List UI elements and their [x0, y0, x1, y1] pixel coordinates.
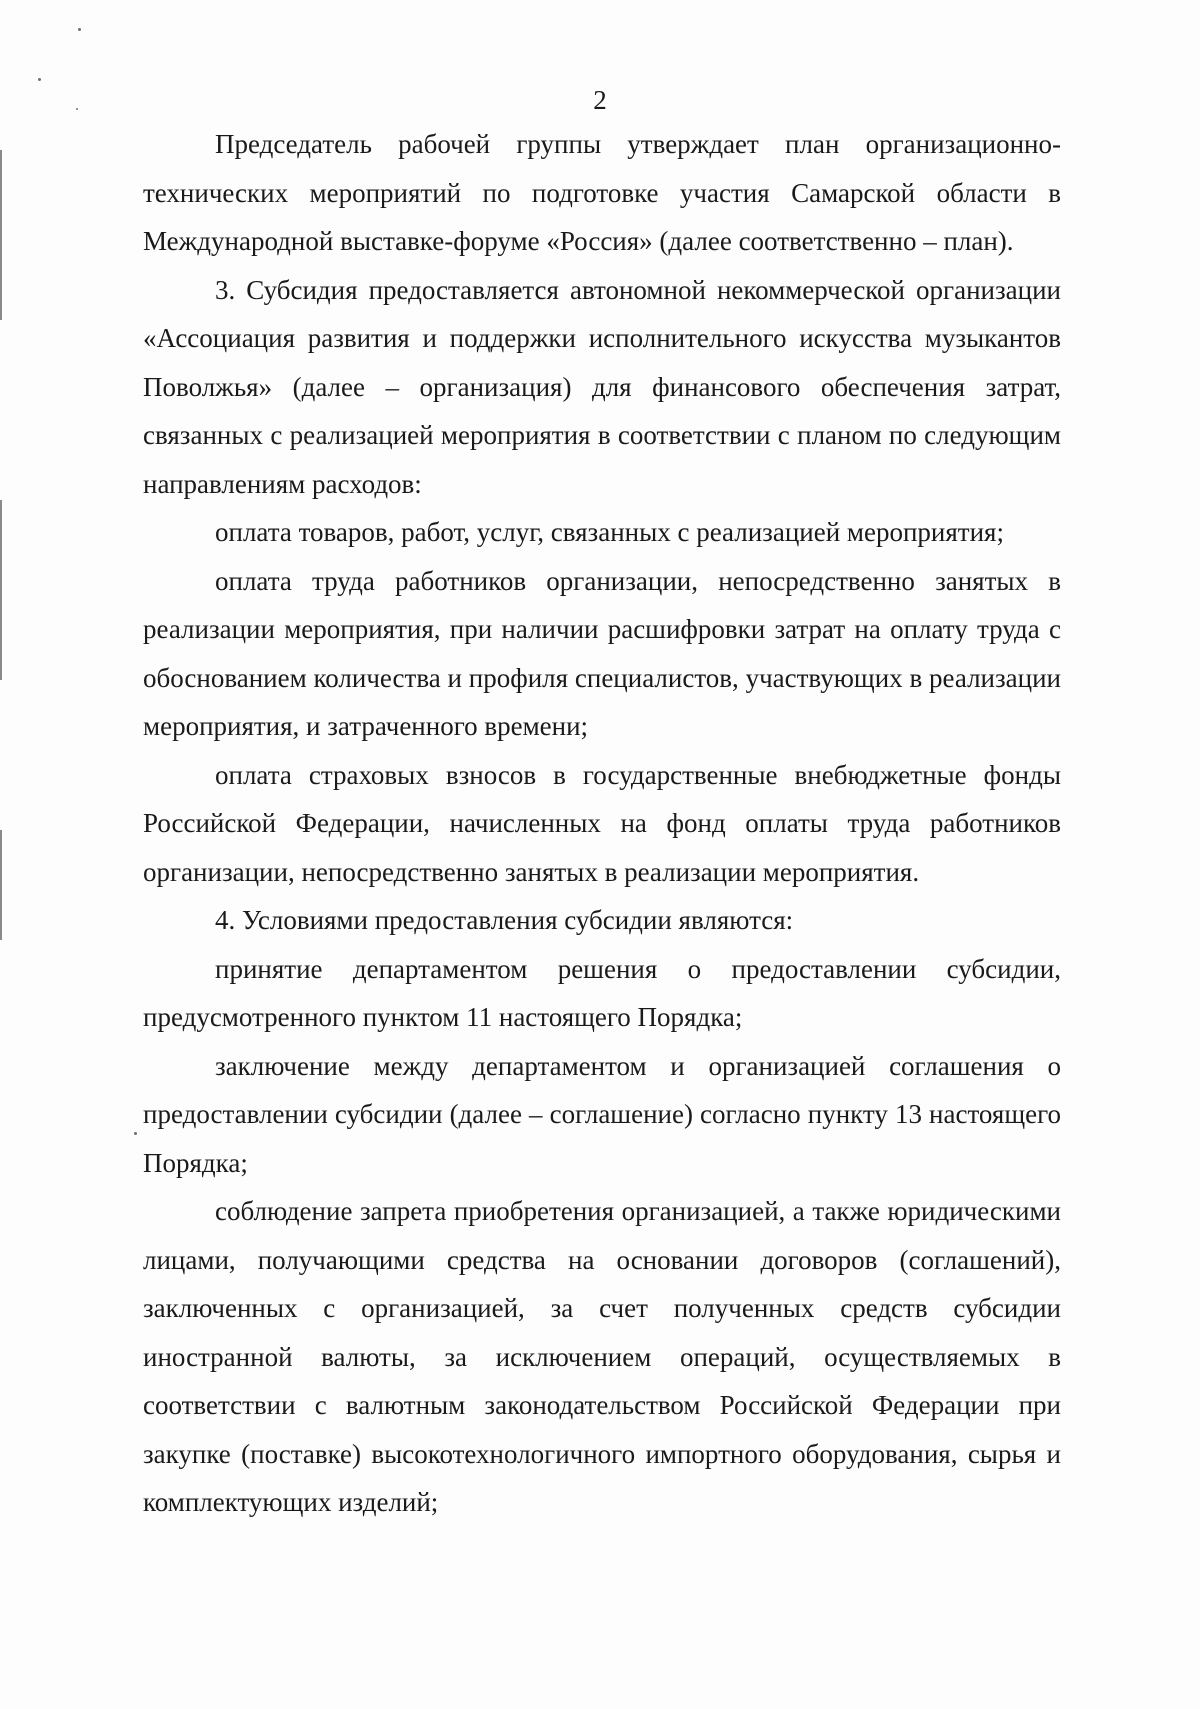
scan-dot: [134, 1132, 137, 1135]
scan-edge-mark: [0, 500, 2, 680]
paragraph: принятие департаментом решения о предоставлении субсидии, предусмотренного пунктом 11 настоящего Порядка;: [143, 953, 1061, 1032]
paragraph: 4. Условиями предоставления субсидии являются:: [215, 905, 794, 935]
paragraph: оплата труда работников организации, непосредственно занятых в реализации мероприятия, при наличии расшифровки затрат на оплату труда с обоснованием количества и профиля специалистов, участвующих в реализации мероприятия, и затраченного времени;: [143, 565, 1061, 741]
paragraph: 3. Субсидия предоставляется автономной некоммерческой организации «Ассоциация развития и поддержки исполнительного искусства музыкантов Поволжья» (далее – организация) для финансового обеспечения затрат, связанных с реализацией мероприятия в соответствии с планом по следующим направлениям расходов:: [143, 274, 1061, 499]
paragraph: оплата страховых взносов в государственные внебюджетные фонды Российской Федерации, начисленных на фонд оплаты труда работников организации, непосредственно занятых в реализации мероприятия.: [143, 759, 1061, 887]
paragraph: соблюдение запрета приобретения организацией, а также юридическими лицами, получающими средства на основании договоров (соглашений), заключенных с организацией, за счет полученных средств субсидии иностранной валюты, за исключением операций, осуществляемых в соответствии с валютным законодательством Российской Федерации при закупке (поставке) высокотехнологичного импортного оборудования, сырья и комплектующих изделий;: [143, 1196, 1061, 1517]
paragraph: заключение между департаментом и организацией соглашения о предоставлении субсидии (далее – соглашение) согласно пункту 13 настоящего Порядка;: [143, 1050, 1061, 1178]
scan-dot: [38, 78, 41, 81]
scan-edge-mark: [0, 830, 2, 940]
paragraph: Председатель рабочей группы утверждает план организационно-технических мероприятий по подготовке участия Самарской области в Международной выставке-форуме «Россия» (далее соответственно – план).: [143, 129, 1061, 256]
page-number: 2: [593, 85, 607, 115]
document-body: [143, 120, 1061, 1527]
scan-edge-mark: [0, 150, 2, 320]
scan-dot: [78, 28, 81, 31]
paragraph: оплата товаров, работ, услуг, связанных с реализацией мероприятия;: [215, 517, 1004, 547]
